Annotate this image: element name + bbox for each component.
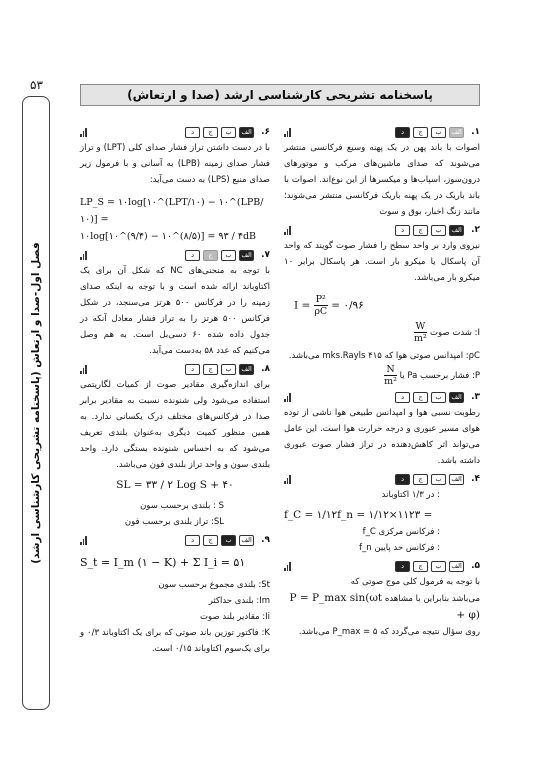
question-number: ۶.	[261, 127, 270, 137]
difficulty-icon	[284, 226, 291, 235]
option-jim: ج	[413, 392, 428, 403]
difficulty-icon	[80, 251, 87, 260]
left-column	[80, 122, 270, 657]
fn-definition: : فرکانس حد پایین f_n	[359, 543, 440, 553]
option-alef: الف	[449, 561, 464, 572]
octave-note: : در ۱/۳ اکتاوباند	[381, 490, 440, 500]
right-column	[284, 122, 480, 640]
sidebar-title: فصل اول-صدا و ارتعاش (پاسخنامه تشریحی کارشناسی ارشد)	[30, 242, 42, 564]
option-alef: الف	[449, 474, 464, 485]
option-alef: الف	[239, 250, 254, 261]
option-be: ب	[221, 535, 236, 546]
option-alef: الف	[239, 535, 254, 546]
option-jim: ج	[413, 474, 428, 485]
option-be: ب	[431, 127, 446, 138]
wave-formula: P = P_max sin(ωt + φ)	[289, 592, 480, 621]
im-definition: Im: بلندی حداکثر	[208, 596, 270, 606]
ii-definition: Ii: مقادیر بلند صوت	[200, 612, 270, 622]
option-dal: د	[185, 364, 200, 375]
question-4-header	[284, 471, 480, 487]
option-alef: الف	[449, 392, 464, 403]
option-be: ب	[431, 392, 446, 403]
option-alef: الف	[449, 127, 464, 138]
answer-text: با توجه به منحنی‌های NC که شکل آن برای یک اکتاوباند ارائه شده است و با توجه به اینکه صدای زمینه را در فرکانس ۵۰۰ هرتز می‌سنجد، در شکل فرکانس ۵۰۰ هرتز را به تراز فشار معادل آنکه در جدول داده شده ۶۰ دسی‌بل است. به هم وصل می‌کنیم که عدد ۵۸ به‌دست می‌آید.	[80, 266, 271, 356]
difficulty-icon	[284, 562, 291, 571]
difficulty-icon	[80, 365, 87, 374]
option-be: ب	[221, 250, 236, 261]
sl-definition: SL: تراز بلندی برحسب فون	[124, 517, 224, 527]
st-definition: St: بلندی مجموع برحسب سون	[158, 580, 270, 590]
option-jim: ج	[203, 127, 218, 138]
option-dal: د	[395, 561, 410, 572]
impedance-definition: ρC: امپدانس صوتی هوا که ۴۱۵ mks.Rayls می‌باشد.	[288, 351, 480, 361]
question-6-header	[80, 124, 270, 140]
answer-text: برای اندازه‌گیری مقادیر صوت از کمیات لگاریتمی استفاده می‌شود ولی شنونده نسبت به مقادیر برابر صدا در فرکانس‌های مختلف درک یکسانی ندارد. به همین منظور کمیت دیگری به‌عنوان بلندی تعریف می‌شود که به احساس شنونده بستگی دارد. واحد بلندی سون و واحد تراز بلندی فون می‌باشد.	[80, 380, 270, 470]
difficulty-icon	[80, 536, 87, 545]
option-jim: ج	[203, 364, 218, 375]
option-dal: د	[395, 474, 410, 485]
option-be: ب	[431, 225, 446, 236]
option-dal: د	[185, 127, 200, 138]
question-number: ۴.	[471, 474, 480, 484]
option-alef: الف	[449, 225, 464, 236]
question-1-header	[284, 124, 480, 140]
question-number: ۳.	[471, 392, 480, 402]
question-number: ۸.	[261, 364, 270, 374]
option-alef: الف	[239, 127, 254, 138]
source-level-formula-2: ۱۰log[۱۰^(۹/۴) − ۱۰^(۸/۵)] = ۹۳ / ۴dB	[80, 231, 257, 242]
k-definition: K: فاکتور توزین باند صوتی که برای یک اکتاوباند ۰/۳ و برای یک‌سوم اکتاوباند ۰/۱۵ است.	[80, 628, 270, 654]
question-number: ۷.	[261, 250, 270, 260]
option-dal: د	[185, 535, 200, 546]
option-be: ب	[221, 127, 236, 138]
question-5-header	[284, 558, 480, 574]
difficulty-icon	[80, 128, 87, 137]
option-jim: ج	[413, 561, 428, 572]
source-level-formula-1: LP_S = ۱۰log[۱۰^(LPT/۱۰) − ۱۰^(LPB/۱۰)] =	[80, 197, 264, 225]
option-be: ب	[431, 474, 446, 485]
option-jim: ج	[203, 535, 218, 546]
question-8-header	[80, 361, 270, 377]
question-9-header	[80, 532, 270, 548]
option-be: ب	[431, 561, 446, 572]
difficulty-icon	[284, 128, 291, 137]
pressure-definition: P: فشار برحسب Pa یا $\frac{N}{\text{m²}}$	[384, 364, 480, 387]
option-dal: د	[395, 127, 410, 138]
question-number: ۵.	[471, 561, 480, 571]
option-jim: ج	[203, 250, 218, 261]
answer-text: با در دست داشتن تراز فشار صدای کلی (LPT) و تراز فشار صدای زمینه (LPB) به آسانی و با فرمول زیر صدای منبع (LPS) به دست می‌آید:	[80, 143, 270, 185]
answer-text: اصوات با باند پهن در یک پهنه وسیع فرکانسی منتشر می‌شوند که صدای ماشین‌های مرکب و موتورهای درون‌سوز، اسپاب‌ها و میکسرها از این نوع‌اند. اصوات با باند باریک در یک پهنه باریک فرکانسی منتشر می‌شوند؛ مانند زنگ اخبار، بوق و سوت	[284, 143, 480, 217]
option-jim: ج	[413, 225, 428, 236]
option-be: ب	[221, 364, 236, 375]
answer-text: با توجه به فرمول کلی موج صوتی که	[350, 577, 480, 587]
answer-text: رطوبت نسبی هوا و امپدانس طبیعی هوا ناشی از توده هوای مسیر عبوری و درجه حرارت هوا است. این عامل می‌تواند اثر کاهش‌دهنده در تراز فشار صوت عبوری داشته باشد.	[284, 408, 480, 466]
question-number: ۱.	[471, 127, 480, 137]
option-dal: د	[185, 250, 200, 261]
intensity-formula: I = $\frac{\text{P²}}{\rho C}$ = ۰/۹۶	[294, 294, 364, 317]
answer-conclusion: روی سؤال نتیجه می‌گردد که ۵ = P_max می‌باشد.	[298, 627, 480, 637]
s-definition: S : بلندی برحسب سون	[140, 501, 224, 511]
option-dal: د	[395, 392, 410, 403]
question-number: ۹.	[261, 535, 270, 545]
page-number: ۵۳	[30, 78, 43, 92]
page-header: پاسخنامه تشریحی کارشناسی ارشد (صدا و ارتعاش)	[80, 84, 480, 106]
difficulty-icon	[284, 475, 291, 484]
chapter-sidebar	[22, 96, 50, 710]
option-alef: الف	[239, 364, 254, 375]
intensity-definition: I: شدت صوت $\frac{W}{\text{m²}}$	[414, 321, 480, 344]
fc-definition: : فرکانس مرکزی f_C	[362, 527, 440, 537]
question-number: ۲.	[471, 225, 480, 235]
answer-text: نیروی وارد بر واحد سطح را فشار صوت گویند که واحد آن پاسکال یا میکرو بار است. هر پاسکال برابر ۱۰ میکرو بار می‌باشد.	[284, 241, 480, 283]
option-jim: ج	[413, 127, 428, 138]
wave-formula-line: می‌باشد بنابراین با مشاهده P = P_max sin(ωt + φ)	[289, 592, 480, 621]
total-loudness-formula: S_t = I_m (۱ − K) + Σ I_i = ۵۱	[80, 556, 246, 569]
center-frequency-formula: f_C = ۱/۱۲f_n = ۱/۱۲×۱۱۲۳ =	[284, 509, 433, 521]
loudness-level-formula: SL = ۳۳ / ۲ Log S + ۴۰	[116, 479, 234, 491]
question-7-header	[80, 247, 270, 263]
question-2-header	[284, 222, 480, 238]
question-3-header	[284, 389, 480, 405]
difficulty-icon	[284, 393, 291, 402]
option-dal: د	[395, 225, 410, 236]
